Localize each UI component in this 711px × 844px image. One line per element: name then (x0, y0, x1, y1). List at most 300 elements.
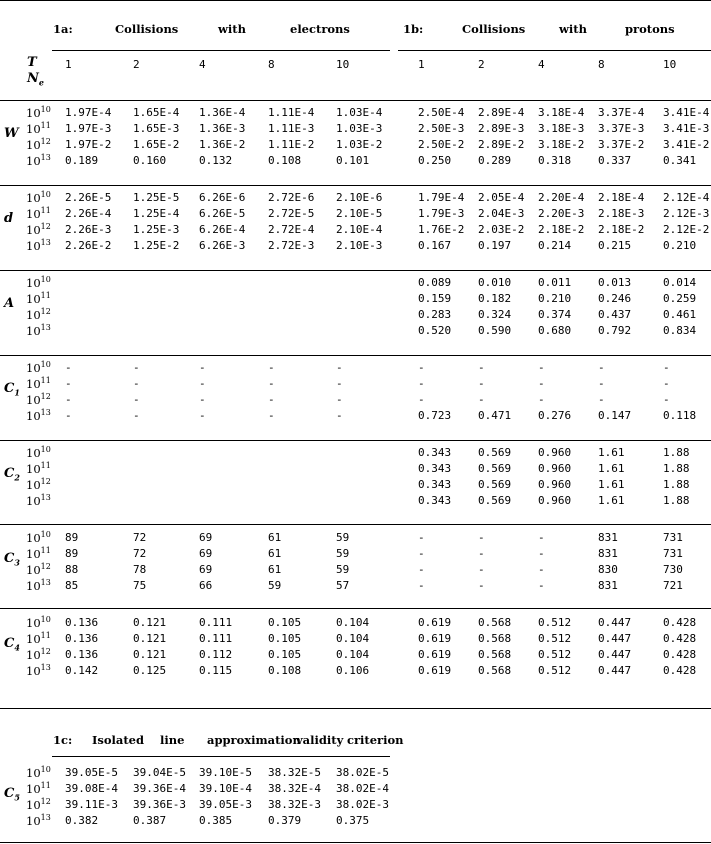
table-cell: - (199, 361, 206, 374)
table-cell: - (336, 409, 343, 422)
power-base: 10 (26, 563, 41, 577)
row-label-subscript: 4 (14, 642, 20, 653)
table-cell: 2.18E-4 (598, 191, 645, 204)
table-cell: 3.18E-4 (538, 106, 585, 119)
table-cell: - (199, 377, 206, 390)
table-cell: 0.013 (598, 276, 632, 289)
table-cell: 59 (268, 579, 282, 592)
table-cell: 39.05E-3 (199, 798, 252, 811)
table-cell: 2.05E-4 (478, 191, 525, 204)
table-cell: 0.792 (598, 324, 632, 337)
table-cell: 1.03E-2 (336, 138, 383, 151)
table-cell: 1.76E-2 (418, 223, 465, 236)
row-label (4, 551, 20, 568)
table-cell: - (538, 547, 545, 560)
table-cell: 721 (663, 579, 683, 592)
column-header-b: 4 (538, 58, 545, 71)
power-exponent: 12 (40, 797, 51, 806)
table-cell: 75 (133, 579, 147, 592)
power-base: 10 (26, 462, 41, 476)
table-cell: - (133, 393, 140, 406)
power-base: 10 (26, 531, 41, 545)
density-label (26, 106, 51, 120)
row-label-main: W (4, 126, 19, 141)
table-cell: 57 (336, 579, 350, 592)
row-label (4, 381, 20, 398)
table-cell: - (538, 579, 545, 592)
table-cell: 2.72E-3 (268, 239, 315, 252)
header-c-word: Isolated (92, 733, 145, 747)
table-cell: 69 (199, 547, 213, 560)
table-cell: 39.05E-5 (65, 766, 118, 779)
table-cell: 0.568 (478, 632, 512, 645)
power-exponent: 11 (40, 781, 51, 790)
column-header-b: 2 (478, 58, 485, 71)
table-cell: 0.343 (418, 494, 452, 507)
header-b-word: protons (625, 22, 675, 36)
table-cell: 0.569 (478, 446, 512, 459)
header-c-word: validity (296, 733, 344, 747)
header-c-number: 1c: (53, 733, 73, 747)
power-base: 10 (26, 393, 41, 407)
table-cell: 0.385 (199, 814, 233, 827)
density-label (26, 531, 51, 545)
table-cell: 0.428 (663, 632, 697, 645)
power-exponent: 10 (40, 360, 51, 369)
table-cell: 0.374 (538, 308, 572, 321)
row-label-main: C (4, 636, 15, 651)
row-label-main: A (4, 296, 15, 311)
table-cell: 0.447 (598, 648, 632, 661)
table-cell: - (65, 361, 72, 374)
table-cell: 61 (268, 547, 282, 560)
table-cell: 1.36E-3 (199, 122, 246, 135)
section-rule-4 (0, 440, 711, 441)
power-exponent: 10 (40, 105, 51, 114)
column-header-a: 2 (133, 58, 140, 71)
table-cell: 88 (65, 563, 79, 576)
table-cell: 69 (199, 563, 213, 576)
header-c-word: line (160, 733, 185, 747)
table-cell: 731 (663, 531, 683, 544)
table-cell: 0.121 (133, 616, 167, 629)
table-cell: 0.960 (538, 446, 572, 459)
table-cell: 2.12E-3 (663, 207, 710, 220)
table-cell: 2.10E-3 (336, 239, 383, 252)
table-cell: 38.32E-5 (268, 766, 321, 779)
table-cell: - (663, 393, 670, 406)
table-cell: 0.210 (663, 239, 697, 252)
table-cell: 0.568 (478, 664, 512, 677)
table-cell: 2.50E-4 (418, 106, 465, 119)
table-cell: - (478, 393, 485, 406)
table-cell: 1.03E-3 (336, 122, 383, 135)
table-cell: - (663, 361, 670, 374)
table-cell: - (65, 409, 72, 422)
table-cell: 89 (65, 547, 79, 560)
power-base: 10 (26, 814, 41, 828)
table-cell: 0.437 (598, 308, 632, 321)
table-cell: 0.619 (418, 632, 452, 645)
table-cell: - (268, 393, 275, 406)
power-base: 10 (26, 276, 41, 290)
table-cell: 1.79E-4 (418, 191, 465, 204)
table-cell: 0.132 (199, 154, 233, 167)
power-exponent: 13 (40, 153, 51, 162)
density-label (26, 632, 51, 646)
section-rule-2 (0, 270, 711, 271)
table-cell: - (418, 547, 425, 560)
density-label (26, 308, 51, 322)
table-cell: - (478, 531, 485, 544)
table-cell: 0.283 (418, 308, 452, 321)
table-cell: 0.590 (478, 324, 512, 337)
table-cell: 3.37E-2 (598, 138, 645, 151)
table-cell: 2.20E-4 (538, 191, 585, 204)
density-label (26, 798, 51, 812)
power-base: 10 (26, 616, 41, 630)
table-cell: 0.159 (418, 292, 452, 305)
table-cell: 0.089 (418, 276, 452, 289)
power-base: 10 (26, 138, 41, 152)
table-cell: 0.259 (663, 292, 697, 305)
table-cell: - (336, 361, 343, 374)
table-cell: 0.121 (133, 648, 167, 661)
table-cell: 0.568 (478, 648, 512, 661)
table-cell: 0.011 (538, 276, 572, 289)
table-cell: 0.337 (598, 154, 632, 167)
table-cell: 2.72E-5 (268, 207, 315, 220)
table-cell: 38.02E-5 (336, 766, 389, 779)
table-cell: - (133, 361, 140, 374)
table-cell: 0.142 (65, 664, 99, 677)
table-cell: 1.65E-3 (133, 122, 180, 135)
table-cell: 0.197 (478, 239, 512, 252)
power-exponent: 13 (40, 813, 51, 822)
density-label (26, 563, 51, 577)
power-exponent: 11 (40, 376, 51, 385)
row-label-main: C (4, 551, 15, 566)
header-b-number: 1b: (403, 22, 424, 36)
table-cell: 730 (663, 563, 683, 576)
table-cell: 1.65E-2 (133, 138, 180, 151)
table-cell: - (418, 563, 425, 576)
table-cell: 0.382 (65, 814, 99, 827)
table-cell: 3.41E-3 (663, 122, 710, 135)
column-header-a: 8 (268, 58, 275, 71)
table-cell: 1.36E-4 (199, 106, 246, 119)
table-cell: 3.41E-4 (663, 106, 710, 119)
table-cell: 0.246 (598, 292, 632, 305)
table-cell: 1.61 (598, 494, 625, 507)
power-base: 10 (26, 409, 41, 423)
power-exponent: 13 (40, 408, 51, 417)
table-cell: 0.341 (663, 154, 697, 167)
header-b-word: Collisions (462, 22, 526, 36)
row-label (4, 296, 14, 311)
section-rule-7 (0, 708, 711, 709)
power-exponent: 11 (40, 206, 51, 215)
table-cell: 0.512 (538, 648, 572, 661)
table-cell: 1.97E-3 (65, 122, 112, 135)
row-label-main: C (4, 381, 15, 396)
table-cell: - (538, 563, 545, 576)
table-cell: 0.111 (199, 632, 233, 645)
density-label (26, 292, 51, 306)
table-cell: - (478, 361, 485, 374)
table-cell: 6.26E-6 (199, 191, 246, 204)
table-cell: 2.10E-4 (336, 223, 383, 236)
table-cell: - (133, 409, 140, 422)
table-cell: - (478, 579, 485, 592)
table-cell: 0.569 (478, 494, 512, 507)
power-exponent: 12 (40, 307, 51, 316)
table-cell: 6.26E-4 (199, 223, 246, 236)
table-cell: - (268, 361, 275, 374)
density-label (26, 462, 51, 476)
table-cell: 59 (336, 547, 350, 560)
row-label (4, 636, 20, 653)
table-cell: 2.12E-4 (663, 191, 710, 204)
row-label-main: d (4, 211, 14, 226)
axis-n-subscript: e (38, 77, 44, 88)
table-cell: 0.680 (538, 324, 572, 337)
table-cell: 39.08E-4 (65, 782, 118, 795)
table-cell: 0.136 (65, 616, 99, 629)
density-label (26, 579, 51, 593)
table-cell: 2.10E-6 (336, 191, 383, 204)
row-label-subscript: 5 (14, 792, 20, 803)
table-cell: 39.10E-4 (199, 782, 252, 795)
density-label (26, 154, 51, 168)
table-cell: 0.569 (478, 478, 512, 491)
column-header-b: 8 (598, 58, 605, 71)
table-cell: 831 (598, 531, 618, 544)
power-base: 10 (26, 191, 41, 205)
table-cell: 1.88 (663, 446, 690, 459)
density-label (26, 782, 51, 796)
table-cell: 0.568 (478, 616, 512, 629)
power-exponent: 13 (40, 238, 51, 247)
table-cell: 0.343 (418, 446, 452, 459)
density-label (26, 276, 51, 290)
power-exponent: 10 (40, 275, 51, 284)
table-cell: 61 (268, 531, 282, 544)
table-cell: 0.105 (268, 632, 302, 645)
header-b-word: with (559, 22, 587, 36)
table-cell: - (268, 377, 275, 390)
table-cell: 0.619 (418, 616, 452, 629)
power-exponent: 13 (40, 578, 51, 587)
table-cell: - (336, 393, 343, 406)
table-cell: 39.04E-5 (133, 766, 186, 779)
table-cell: 0.324 (478, 308, 512, 321)
table-cell: 2.89E-3 (478, 122, 525, 135)
density-label (26, 814, 51, 828)
table-cell: 3.41E-2 (663, 138, 710, 151)
table-cell: 0.111 (199, 616, 233, 629)
power-base: 10 (26, 648, 41, 662)
power-base: 10 (26, 579, 41, 593)
row-label (4, 211, 13, 226)
table-cell: 0.512 (538, 632, 572, 645)
column-header-b: 1 (418, 58, 425, 71)
table-cell: 6.26E-3 (199, 239, 246, 252)
table-cell: 0.160 (133, 154, 167, 167)
table-cell: 0.428 (663, 648, 697, 661)
section-rule-1 (0, 185, 711, 186)
row-label (4, 786, 20, 803)
density-label (26, 324, 51, 338)
bottom-rule (0, 842, 711, 843)
table-cell: 0.112 (199, 648, 233, 661)
table-cell: - (418, 361, 425, 374)
table-cell: 1.11E-2 (268, 138, 315, 151)
power-base: 10 (26, 766, 41, 780)
density-label (26, 393, 51, 407)
density-label (26, 616, 51, 630)
table-cell: 39.36E-4 (133, 782, 186, 795)
power-base: 10 (26, 782, 41, 796)
power-base: 10 (26, 324, 41, 338)
table-cell: 0.010 (478, 276, 512, 289)
header-a-number: 1a: (53, 22, 73, 36)
power-base: 10 (26, 361, 41, 375)
table-cell: 1.61 (598, 478, 625, 491)
power-exponent: 10 (40, 615, 51, 624)
power-base: 10 (26, 664, 41, 678)
density-label (26, 494, 51, 508)
table-cell: 0.343 (418, 462, 452, 475)
table-cell: 0.960 (538, 494, 572, 507)
table-cell: 66 (199, 579, 213, 592)
table-cell: 2.50E-2 (418, 138, 465, 151)
table-cell: 0.215 (598, 239, 632, 252)
table-cell: 39.11E-3 (65, 798, 118, 811)
table-cell: 2.50E-3 (418, 122, 465, 135)
header-a-word: electrons (290, 22, 350, 36)
table-cell: 0.512 (538, 616, 572, 629)
table-cell: 0.375 (336, 814, 370, 827)
table-cell: 0.428 (663, 616, 697, 629)
power-exponent: 11 (40, 121, 51, 130)
table-cell: - (598, 377, 605, 390)
section-rule-3 (0, 355, 711, 356)
density-label (26, 446, 51, 460)
table-cell: 72 (133, 547, 147, 560)
table-cell: 2.26E-3 (65, 223, 112, 236)
table-cell: 0.115 (199, 664, 233, 677)
table-cell: - (538, 393, 545, 406)
table-cell: - (65, 393, 72, 406)
table-cell: 39.36E-3 (133, 798, 186, 811)
table-cell: 831 (598, 579, 618, 592)
axis-ne-label (27, 71, 44, 88)
table-cell: 2.26E-5 (65, 191, 112, 204)
table-cell: 2.18E-2 (538, 223, 585, 236)
power-base: 10 (26, 547, 41, 561)
power-exponent: 12 (40, 647, 51, 656)
power-base: 10 (26, 494, 41, 508)
table-cell: 0.512 (538, 664, 572, 677)
table-cell: 0.318 (538, 154, 572, 167)
power-base: 10 (26, 239, 41, 253)
density-label (26, 648, 51, 662)
table-cell: 0.121 (133, 632, 167, 645)
table-cell: 2.72E-4 (268, 223, 315, 236)
density-label (26, 191, 51, 205)
table-cell: 0.960 (538, 478, 572, 491)
header-c-word: criterion (347, 733, 404, 747)
power-exponent: 11 (40, 546, 51, 555)
table-cell: 3.37E-4 (598, 106, 645, 119)
power-exponent: 10 (40, 530, 51, 539)
table-cell: - (538, 531, 545, 544)
table-cell: 2.18E-3 (598, 207, 645, 220)
table-cell: 2.26E-2 (65, 239, 112, 252)
table-cell: 2.20E-3 (538, 207, 585, 220)
power-exponent: 13 (40, 663, 51, 672)
table-cell: 1.88 (663, 478, 690, 491)
density-label (26, 207, 51, 221)
table-cell: 1.25E-2 (133, 239, 180, 252)
table-cell: 1.25E-5 (133, 191, 180, 204)
table-cell: 0.136 (65, 648, 99, 661)
table-cell: 2.89E-2 (478, 138, 525, 151)
table-cell: 0.125 (133, 664, 167, 677)
section-rule-0 (0, 100, 711, 101)
row-label-main: C (4, 466, 15, 481)
column-header-a: 4 (199, 58, 206, 71)
power-base: 10 (26, 122, 41, 136)
table-cell: 0.136 (65, 632, 99, 645)
table-cell: 0.105 (268, 616, 302, 629)
density-label (26, 409, 51, 423)
header-a-word: with (218, 22, 246, 36)
power-exponent: 10 (40, 190, 51, 199)
table-cell: 0.447 (598, 632, 632, 645)
power-base: 10 (26, 308, 41, 322)
table-cell: 78 (133, 563, 147, 576)
section-rule-6 (0, 608, 711, 609)
table-cell: 2.10E-5 (336, 207, 383, 220)
table-cell: 39.10E-5 (199, 766, 252, 779)
table-cell: 3.37E-3 (598, 122, 645, 135)
header-a-word: Collisions (115, 22, 179, 36)
power-base: 10 (26, 377, 41, 391)
table-cell: 0.250 (418, 154, 452, 167)
table-cell: 59 (336, 531, 350, 544)
column-header-a: 10 (336, 58, 350, 71)
power-base: 10 (26, 632, 41, 646)
table-cell: 1.25E-4 (133, 207, 180, 220)
table-cell: 0.108 (268, 664, 302, 677)
table-cell: - (598, 393, 605, 406)
column-header-b: 10 (663, 58, 677, 71)
power-base: 10 (26, 154, 41, 168)
header-rule-b (398, 50, 711, 51)
density-label (26, 547, 51, 561)
power-base: 10 (26, 798, 41, 812)
power-base: 10 (26, 207, 41, 221)
table-cell: 0.104 (336, 632, 370, 645)
power-base: 10 (26, 478, 41, 492)
table-cell: 731 (663, 547, 683, 560)
power-exponent: 13 (40, 493, 51, 502)
table-cell: 0.428 (663, 664, 697, 677)
section-rule-5 (0, 524, 711, 525)
top-rule (0, 0, 711, 1)
